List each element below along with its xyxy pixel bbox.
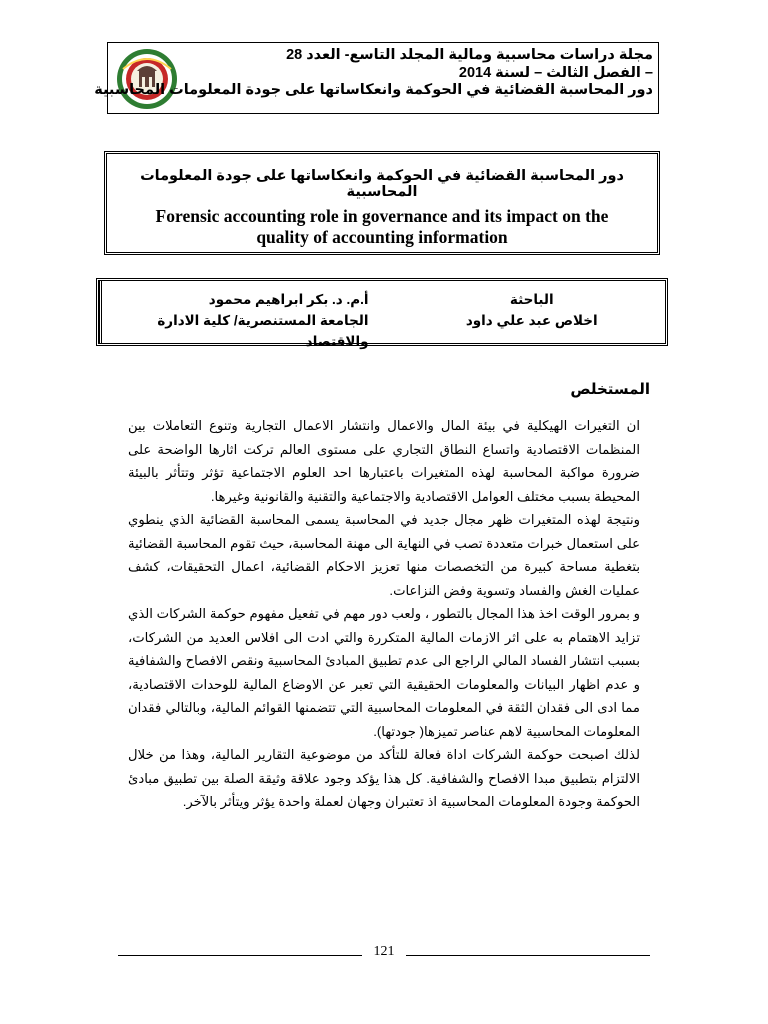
abstract-paragraph-1: ان التغيرات الهيكلية في بيئة المال والاعمال وانتشار الاعمال التجارية وتنوع التعاملات بين المنظمات الاقتصادية واتساع النطاق التجاري على مستوى العالم تركت اثارها الواضحة على ضرورة مواكبة المحاسبة لهذه المتغيرات باعتبارها احد العلوم الاجتماعية تؤثر وتتأثر بالبيئة المحيطة بسبب مختلف العوامل الاقتصادية والاجتماعية والتقنية والقانونية وغيرها. [128,418,640,504]
author2-name: اخلاص عبد علي داود [465,313,598,328]
abstract-heading: المستخلص [570,381,650,398]
footer-rule-right [406,955,650,956]
footer-rule-left [118,955,362,956]
article-running-title: دور المحاسبة القضائية في الحوكمة وانعكاساتها على جودة المعلومات المحاسبية [94,82,653,98]
author1-cell [99,281,399,349]
author1-affiliation: الجامعة المستنصرية/ كلية الادارة والاقتصاد [157,313,369,349]
author1-name: أ.م. د. بكر ابراهيم محمود [208,292,369,307]
journal-title: مجلة دراسات محاسبية ومالية المجلد التاسع- العدد 28 [286,47,653,63]
university-seal-icon [113,47,181,111]
authors-box [96,278,668,349]
article-title-arabic: دور المحاسبة القضائية في الحوكمة وانعكاساتها على جودة المعلومات المحاسبية [140,168,624,200]
abstract-paragraph-2: ونتيجة لهذه المتغيرات ظهر مجال جديد في المحاسبة يسمى المحاسبة القضائية الذي ينطوي على استعمال خبرات متعددة تصب في النهاية الى مهنة المحاسبة، حيث تقوم المحاسبة القضائية بتغطية مساحة كبيرة من التخصصات منها تعزيز الاحكام القضائية، اعمال التحقيقات، كشف عمليات الغش والفساد وتسوية وفض النزاعات. [128,512,640,598]
journal-issue: – الفصل الثالث – لسنة 2014 [458,64,653,81]
abstract-paragraph-3: و بمرور الوقت اخذ هذا المجال بالتطور ، ولعب دور مهم في تفعيل مفهوم حوكمة الشركات الذي تزايد الاهتمام به على اثر الازمات المالية المتكررة والتي ادت الى افلاس العديد من الشركات، بسبب انتشار الفساد المالي الراجع الى عدم تطبيق المبادئ المحاسبية ونقص الافصاح والشفافية و عدم اظهار البيانات والمعلومات الحقيقية التي تعبر عن الاوضاع المالية للوحدات الاقتصادية، مما ادى الى فقدان الثقة في المعلومات المحاسبية التي تتضمنها القوائم المالية، وبالتالي فقدان المعلومات المحاسبية لاهم عناصر تميزها( جودتها). [128,606,640,739]
article-title-box [104,151,660,255]
article-title-english [107,206,657,248]
journal-header-text [94,47,653,100]
abstract-paragraph-4: لذلك اصبحت حوكمة الشركات اداة فعالة للتأكد من موضوعية التقارير المالية، وهذا من خلال الالتزام بتطبيق مبدا الافصاح والشفافية. كل هذا يؤكد وجود علاقة وثيقة الصلة بين تطبيق مبادئ الحوكمة وجودة المعلومات المحاسبية اذ تعتبران وجهان لعملة واحدة يؤثر ويتأثر بالآخر. [128,747,640,809]
article-title-english-line1: Forensic accounting role in governance and its impact on the [155,206,609,226]
page-number: 121 [373,944,395,959]
author2-title: الباحثة [509,292,554,307]
author2-cell [399,281,666,343]
abstract-body [128,414,640,814]
article-title-english-line2: quality of accounting information [256,227,508,247]
